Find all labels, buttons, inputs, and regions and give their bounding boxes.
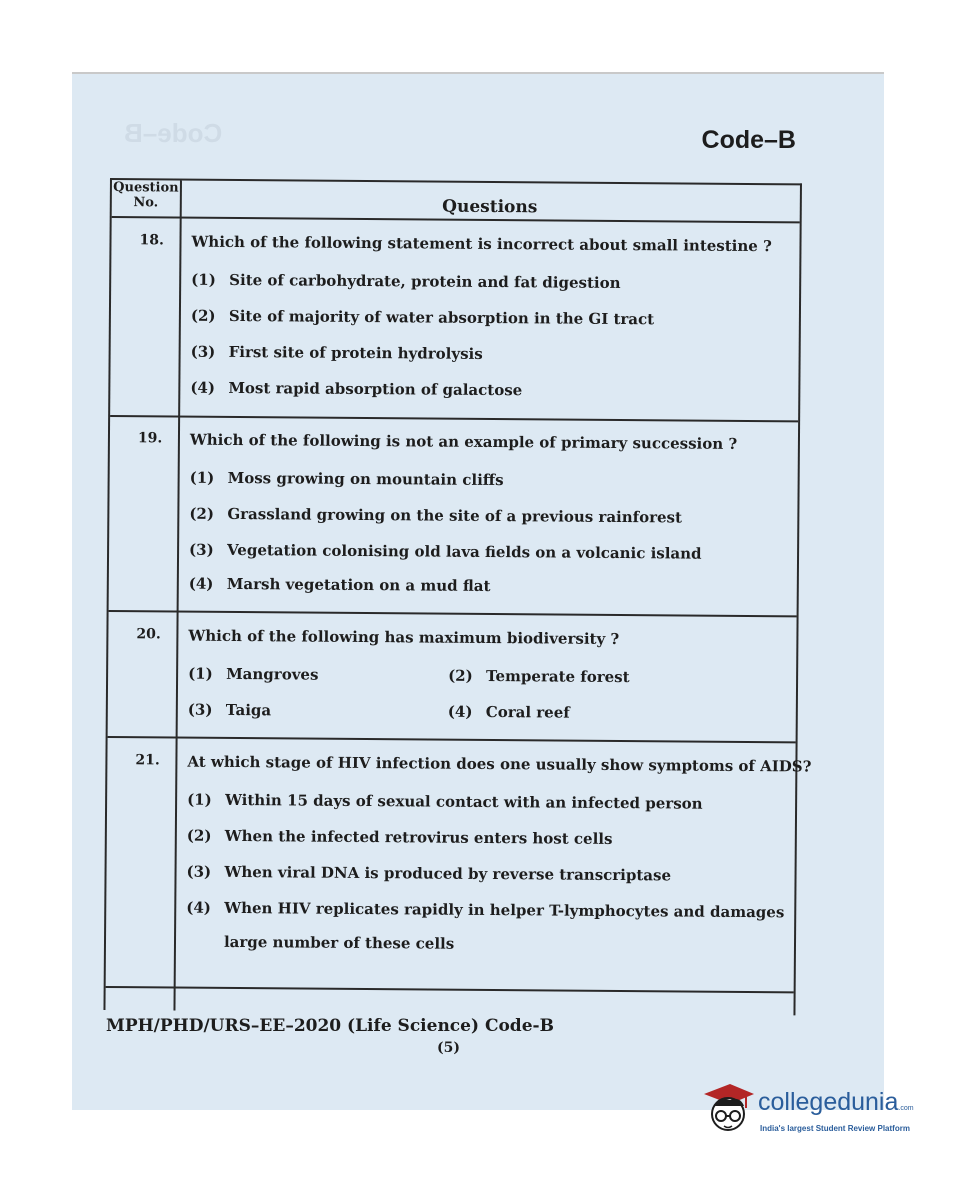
question-number: 18.	[139, 232, 164, 249]
brand-tagline: India's largest Student Review Platform	[760, 1124, 910, 1133]
option: (1) Within 15 days of sexual contact with an infected person	[187, 790, 703, 813]
page-number: (5)	[437, 1040, 460, 1056]
brand-name: collegedunia.com	[758, 1088, 914, 1116]
option: (3) Taiga	[187, 700, 272, 720]
option: (4) Marsh vegetation on a mud flat	[188, 574, 491, 596]
option: (2) Grassland growing on the site of a previous rainforest	[189, 504, 683, 527]
mascot-graduation-cap-icon	[700, 1076, 756, 1138]
question-text: Which of the following statement is incorrect about small intestine ?	[191, 232, 772, 256]
bleed-through-code: Code–B	[124, 118, 223, 148]
row-divider	[109, 610, 797, 617]
option-continuation: large number of these cells	[223, 932, 455, 953]
option: (3) Vegetation colonising old lava fields on a volcanic island	[189, 540, 702, 563]
question-number: 21.	[135, 752, 160, 769]
footer-code: MPH/PHD/URS–EE–2020 (Life Science) Code-B	[106, 1016, 554, 1036]
option: (4) Most rapid absorption of galactose	[190, 378, 523, 400]
column-divider	[173, 181, 182, 1011]
option: (2) Temperate forest	[448, 666, 630, 687]
question-text: Which of the following has maximum biodiversity ?	[188, 626, 620, 649]
option: (2) Site of majority of water absorption in the GI tract	[190, 306, 655, 329]
option: (1) Site of carbohydrate, protein and fat digestion	[191, 270, 621, 293]
option: (3) When viral DNA is produced by reverse transcriptase	[186, 862, 672, 885]
option: (3) First site of protein hydrolysis	[190, 342, 483, 363]
option: (1) Mangroves	[188, 664, 319, 684]
option: (1) Moss growing on mountain cliffs	[189, 468, 504, 490]
header-questions: Questions	[442, 196, 538, 218]
exam-page	[72, 72, 884, 1110]
option: (2) When the infected retrovirus enters host cells	[186, 826, 613, 848]
row-divider	[110, 415, 798, 422]
question-number: 19.	[137, 430, 163, 447]
row-divider	[108, 736, 796, 743]
question-number: 20.	[136, 626, 161, 643]
option: (4) When HIV replicates rapidly in helper T-lymphocytes and damages	[186, 898, 785, 922]
question-text: Which of the following is not an example of primary succession ?	[189, 430, 738, 453]
collegedunia-watermark	[700, 1076, 930, 1146]
header-question-no: Question No.	[113, 180, 179, 211]
paper-code: Code–B	[701, 126, 796, 154]
question-table	[103, 178, 812, 1015]
question-text: At which stage of HIV infection does one usually show symptoms of AIDS?	[187, 752, 812, 776]
table-bottom-border	[106, 986, 794, 993]
option: (4) Coral reef	[447, 702, 570, 722]
